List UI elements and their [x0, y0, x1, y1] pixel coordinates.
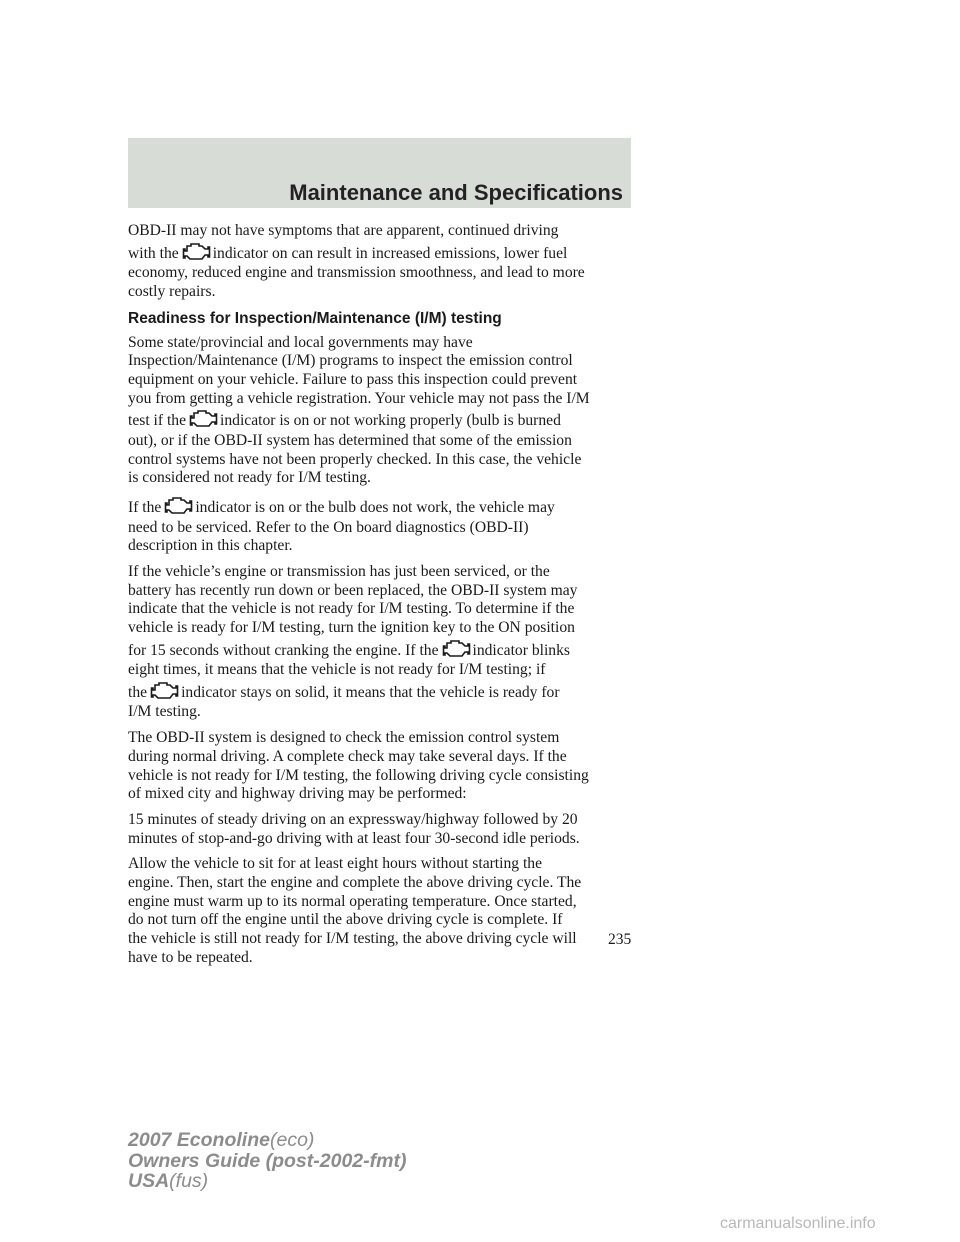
- page-number: 235: [608, 931, 632, 948]
- paragraph-driving-cycle: 15 minutes of steady driving on an expressway/highway followed by 20 minutes of stop-and-go driving with at least four 30-second idle periods.: [128, 810, 580, 847]
- page-title: Maintenance and Specifications: [289, 180, 623, 205]
- check-engine-icon: [441, 638, 471, 660]
- paragraph-obd-symptoms: OBD-II may not have symptoms that are apparent, continued driving with the indicator on can result in increased emissions, lower fuel economy, reduced engine and transmission smoothness, and lead to more costly repairs.: [128, 222, 585, 300]
- check-engine-icon: [149, 680, 179, 702]
- paragraph-im-programs: Some state/provincial and local governments may have Inspection/Maintenance (I/M) programs to inspect the emission control equipment on your vehicle. Failure to pass this inspection could prevent you from getting a vehicle registration. Your vehicle may not pass the I/M test if the indicator is on or not working properly (bulb is burned out), or if the OBD-II system has determined that some of the emission control systems have not been properly checked. In this case, the vehicle is considered not ready for I/M testing.: [128, 333, 590, 487]
- paragraph-serviced: If the vehicle’s engine or transmission has just been serviced, or the battery has recently run down or been replaced, the OBD-II system may indicate that the vehicle is not ready for I/M testing. To determine if the vehicle is ready for I/M testing, turn the ignition key to the ON position for 15 seconds without cranking the engine. If the indicator blinks eight times, it means that the vehicle is not ready for I/M testing; if the indicator stays on solid, it means that the vehicle is ready for I/M testing.: [128, 562, 578, 721]
- section-heading: Readiness for Inspection/Maintenance (I/M) testing: [128, 309, 502, 327]
- check-engine-icon: [181, 241, 211, 263]
- check-engine-icon: [163, 495, 193, 517]
- paragraph-indicator-on: If the indicator is on or the bulb does not work, the vehicle may need to be serviced. Refer to the On board diagnostics (OBD-II) description in this chapter.: [128, 495, 638, 556]
- paragraph-obd-design: The OBD-II system is designed to check the emission control system during normal driving. A complete check may take several days. If the vehicle is not ready for I/M testing, the following driving cycle consisting of mixed city and highway driving may be performed:: [128, 729, 589, 803]
- footer: 2007 Econoline(eco) Owners Guide (post-2002-fmt) USA(fus): [128, 1129, 407, 1192]
- watermark: carmanualsonline.info: [720, 1215, 876, 1232]
- check-engine-icon: [188, 408, 218, 430]
- page-content: [128, 222, 638, 968]
- paragraph-repeat-cycle: Allow the vehicle to sit for at least eight hours without starting the engine. Then, start the engine and complete the above driving cycle. The engine must warm up to its normal operating temperature. Once started, do not turn off the engine until the above driving cycle is complete. If the vehicle is still not ready for I/M testing, the above driving cycle will have to be repeated.: [128, 855, 582, 966]
- header-band: [128, 138, 631, 208]
